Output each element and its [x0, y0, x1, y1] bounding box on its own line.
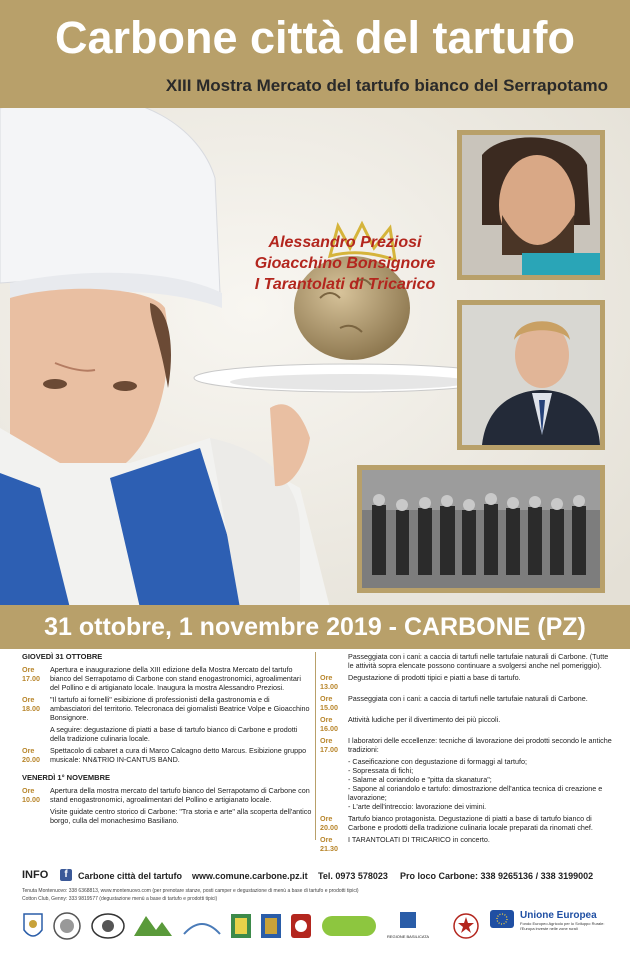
sponsor-logos: [14, 910, 624, 950]
schedule-time: Ore 21.30: [320, 835, 338, 853]
header-band: [0, 0, 630, 108]
eu-flag-icon: [490, 910, 514, 928]
schedule-item: [22, 695, 312, 722]
schedule-text: Tartufo bianco protagonista. Degustazione di piatti a base di tartufo bianco di Carbone e prodotti della tradizione culinaria locale preparati da rinomati chef.: [348, 814, 593, 832]
schedule-item: [320, 802, 612, 811]
sponsor-note: Tenuta Montenuovo: 338 6368813, www.montenuovo.com (per prenotare stanze, posti camper e degustazione di menù a base di tartufo e prodotti tipici): [22, 888, 359, 894]
regione-label: REGIONE BASILICATA: [386, 934, 430, 939]
schedule-time: Ore 13.00: [320, 673, 338, 691]
schedule-time: Ore 20.00: [320, 814, 338, 832]
poster-subtitle: XIII Mostra Mercato del tartufo bianco del Serrapotamo: [165, 76, 608, 95]
schedule-item: [320, 652, 612, 670]
facebook-icon: f: [60, 869, 72, 881]
schedule-item: [320, 775, 612, 784]
schedule-text: Degustazione di prodotti tipici e piatti a base di tartufo.: [348, 673, 521, 682]
schedule-time: [22, 725, 50, 743]
schedule-time: Ore 17.00: [22, 665, 40, 683]
schedule-time: [320, 775, 348, 784]
seal-logo-icon: [52, 910, 82, 942]
schedule-time: Ore 20.00: [22, 746, 40, 764]
schedule-text: Apertura e inaugurazione della XIII edizione della Mostra Mercato del tartufo bianco del Serrapotamo di Carbone con stand enogastronomici, agroalimentari del Pollino e di artigianato locale. Inaugura la mostra Alessandro Preziosi.: [50, 665, 301, 692]
schedule-item: [320, 673, 612, 691]
facebook-page[interactable]: Carbone città del tartufo: [78, 871, 183, 881]
schedule-item: [22, 746, 312, 764]
schedule-time: [320, 652, 348, 670]
schedule-text: - Salame al coriandolo e "pitta da skanatura";: [348, 775, 492, 784]
schedule-text: Attività ludiche per il divertimento dei più piccoli.: [348, 715, 501, 724]
badge-logo-icon: [289, 910, 313, 942]
info-label: INFO: [22, 869, 49, 881]
schedule-text: I laboratori delle eccellenze: tecniche di lavorazione dei prodotti secondo le antiche tradizioni:: [348, 736, 612, 754]
column-divider: [315, 652, 316, 840]
phone-number: Tel. 0973 578023: [318, 871, 388, 881]
photo-bonsignore: [457, 300, 605, 450]
day-title: GIOVEDÌ 31 OTTOBRE: [22, 652, 103, 661]
program-right-column: [320, 652, 612, 856]
info-bar: [0, 866, 630, 886]
schedule-item: [22, 665, 312, 692]
schedule-time: [22, 807, 50, 825]
schedule-time: Ore 10.00: [22, 786, 40, 804]
schedule-item: [320, 835, 612, 853]
schedule-time: Ore 15.00: [320, 694, 338, 712]
schedule-item: [320, 784, 612, 802]
schedule-text: - L'arte dell'intreccio: lavorazione dei vimini.: [348, 802, 487, 811]
schedule-time: [320, 766, 348, 775]
basilicata-logo-icon: [320, 910, 378, 942]
schedule-time: [320, 784, 348, 802]
schedule-text: Passeggiata con i cani: a caccia di tartufi nelle tartufaie naturali di Carbone. (Tutte le attività sopra elencate possono continuare a svolgersi anche nel pomeriggio).: [348, 652, 609, 670]
schedule-item: [22, 725, 312, 743]
schedule-text: Spettacolo di cabaret a cura di Marco Calcagno detto Marcus. Esibizione gruppo musicale: NN&TRIO IN-CANTUS BAND.: [50, 746, 307, 764]
day-title: VENERDÌ 1° NOVEMBRE: [22, 773, 111, 782]
seal-logo-icon: [90, 910, 126, 942]
schedule-text: Apertura della mostra mercato del tartufo bianco del Serrapotamo di Carbone con stand enogastronomici, agroalimentari del Pollino e artigianato locale.: [50, 786, 310, 804]
schedule-text: Passeggiata con i cani: a caccia di tartufi nelle tartufaie naturali di Carbone.: [348, 694, 588, 703]
schedule-time: Ore 18.00: [22, 695, 40, 713]
schedule-text: Visite guidate centro storico di Carbone: "Tra storia e arte" alla scoperta dell'antico borgo, culla del monachesimo Basiliano.: [50, 807, 312, 825]
program-left-column: [22, 652, 312, 828]
sponsor-note: Cotton Club, Genny: 333 9819577 (degustazione menù a base di tartufo e prodotti tipici): [22, 896, 218, 902]
photo-preziosi: [457, 130, 605, 280]
performer-name: Alessandro Preziosi: [268, 234, 422, 251]
landscape-logo-icon: [182, 910, 222, 942]
schedule-item: [320, 736, 612, 754]
schedule-text: - Sopressata di fichi;: [348, 766, 414, 775]
eu-label: [520, 910, 620, 931]
schedule-time: Ore 17.00: [320, 736, 338, 754]
schedule-item: [320, 766, 612, 775]
italian-republic-emblem-icon: [452, 910, 480, 942]
eu-subtitle: Fondo Europeo Agricolo per lo Sviluppo Rurale: l'Europa investe nelle zone rurali: [520, 921, 605, 931]
schedule-item: [320, 814, 612, 832]
eu-title: Unione Europea: [520, 910, 597, 921]
hero-image: [0, 108, 630, 608]
proloco-contact: Pro loco Carbone: 338 9265136 / 338 3199002: [400, 871, 594, 881]
regional-logo-icon: [259, 910, 283, 942]
schedule-time: Ore 16.00: [320, 715, 338, 733]
photo-tarantolati: [357, 465, 605, 593]
pollino-park-logo-icon: [132, 910, 174, 942]
schedule-item: [320, 694, 612, 712]
event-date-location: 31 ottobre, 1 novembre 2019 - CARBONE (PZ): [0, 605, 630, 649]
schedule-text: "Il tartufo ai fornelli" esibizione di professionisti della gastronomia e di ambasciatori del territorio. Telecronaca dei giornalisti Beatrice Volpe e Gioacchino Bonsignore.: [50, 695, 310, 722]
website-link[interactable]: www.comune.carbone.pz.it: [192, 871, 308, 881]
schedule-item: [22, 786, 312, 804]
schedule-text: - Caseificazione con degustazione di formaggi al tartufo;: [348, 757, 527, 766]
schedule-item: [320, 757, 612, 766]
performer-name: Gioacchino Bonsignore: [254, 255, 436, 272]
schedule-text: - Sapone al coriandolo e tartufo: dimostrazione dell'antica tecnica di creazione e lavorazione;: [348, 784, 603, 802]
municipality-crest-icon: [22, 910, 44, 942]
schedule-time: [320, 757, 348, 766]
schedule-item: [22, 807, 312, 825]
schedule-text: I TARANTOLATI DI TRICARICO in concerto.: [348, 835, 490, 844]
regional-logo-icon: [229, 910, 253, 942]
schedule-text: A seguire: degustazione di piatti a base di tartufo bianco di Carbone e prodotti della tradizione culinaria locale.: [50, 725, 298, 743]
schedule-item: [320, 715, 612, 733]
performers-list: [240, 232, 450, 295]
performer-name: I Tarantolati di Tricarico: [254, 276, 436, 293]
poster-title: Carbone città del tartufo: [54, 12, 576, 63]
schedule-time: [320, 802, 348, 811]
